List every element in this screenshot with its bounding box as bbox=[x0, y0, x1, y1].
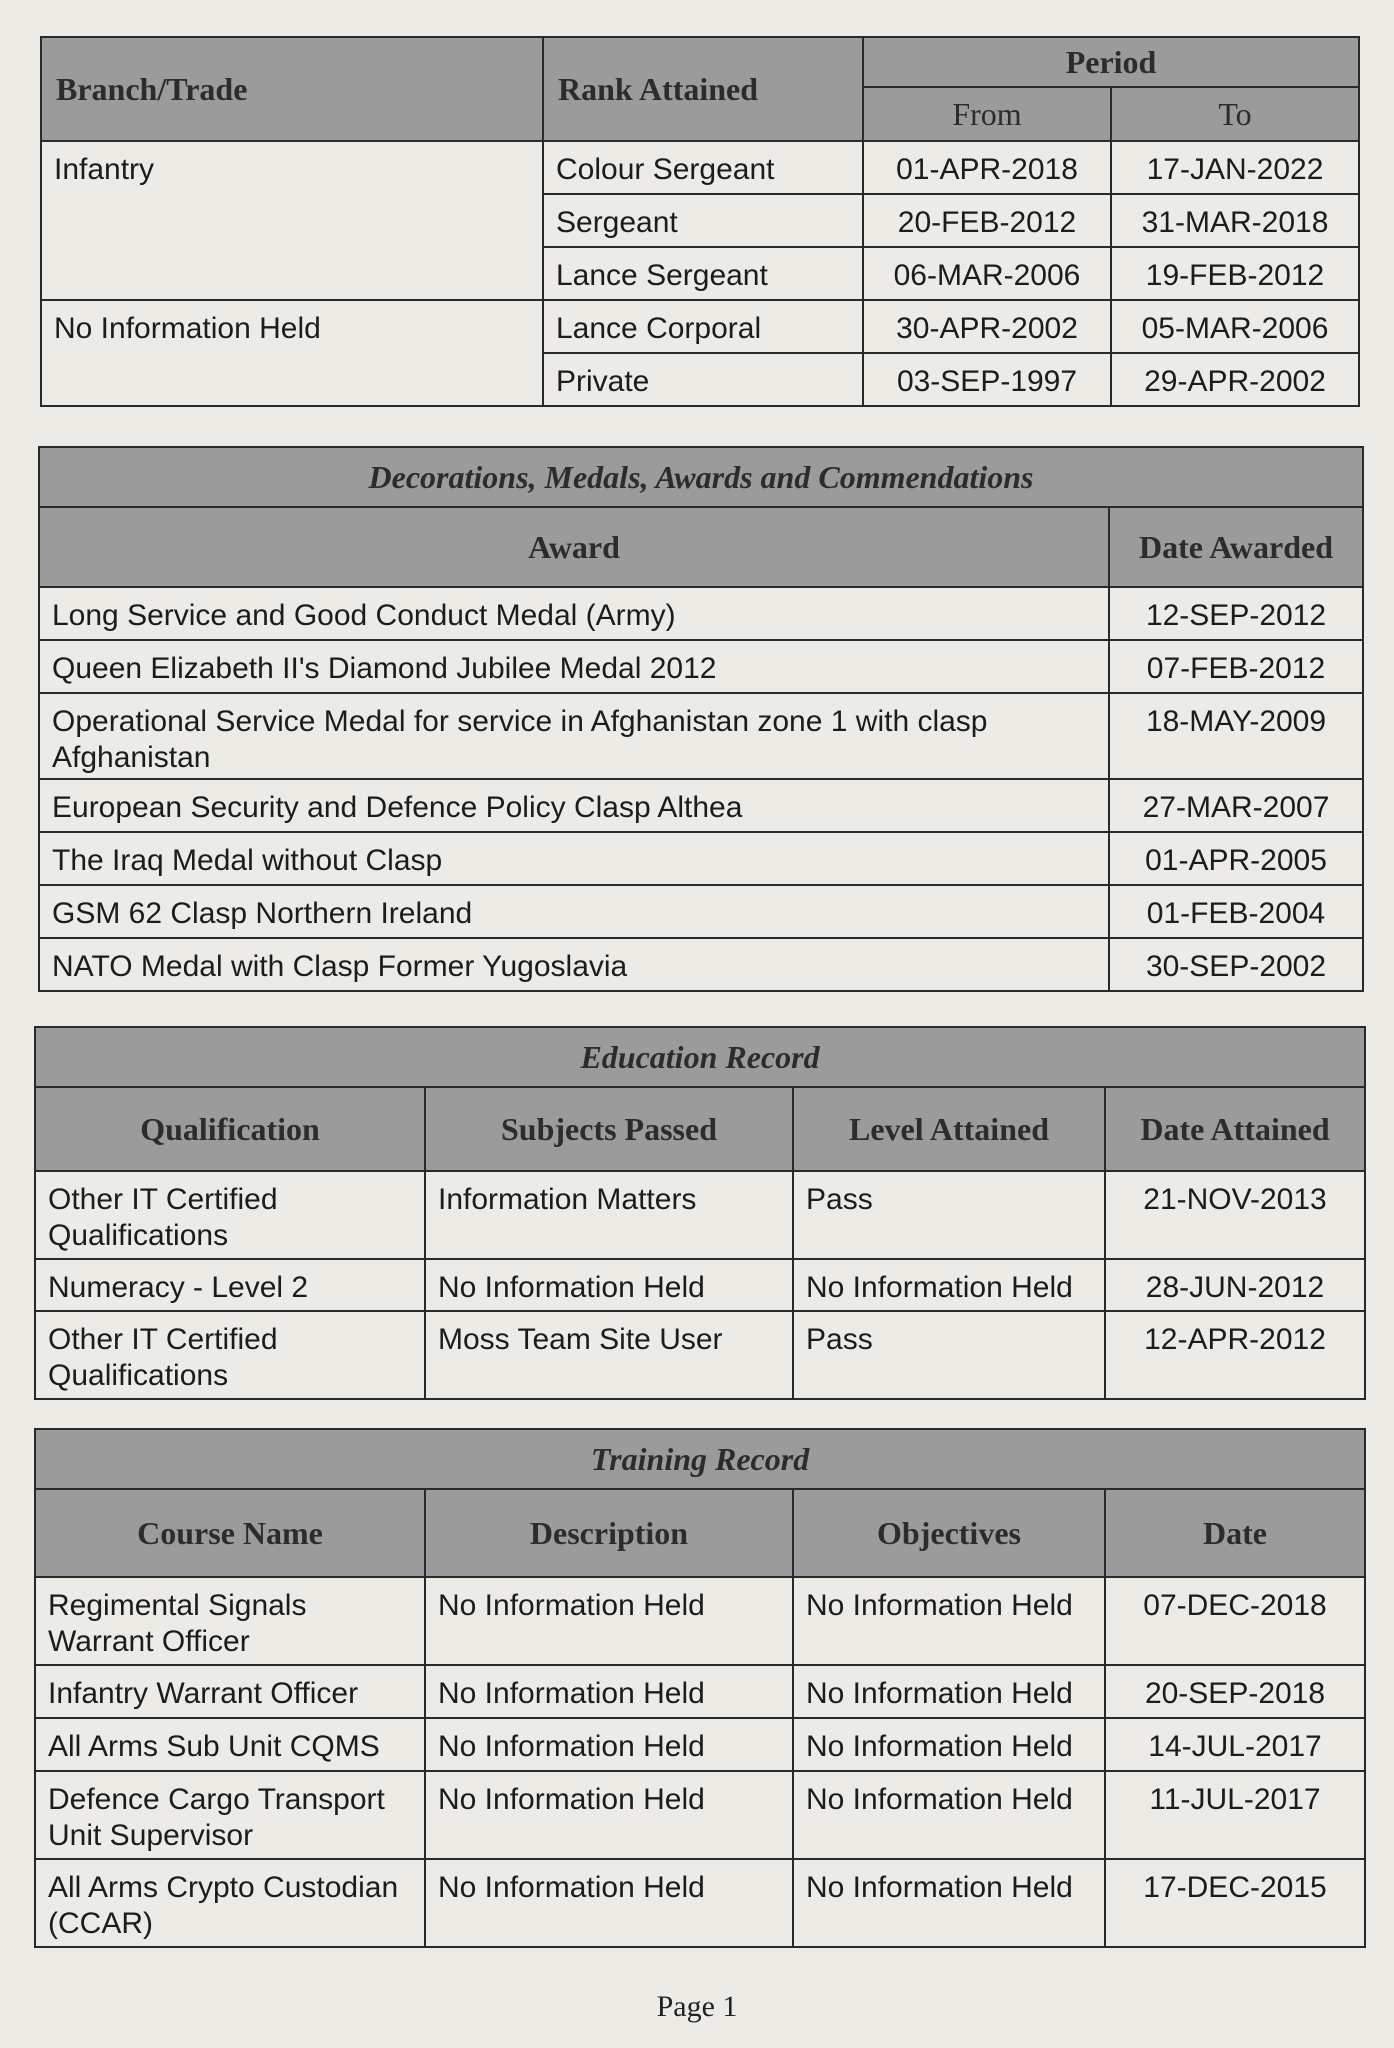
objectives-cell: No Information Held bbox=[793, 1771, 1105, 1859]
level-cell: No Information Held bbox=[793, 1259, 1105, 1311]
level-attained-header: Level Attained bbox=[793, 1087, 1105, 1171]
date-awarded-header: Date Awarded bbox=[1109, 507, 1363, 587]
to-date-cell: 29-APR-2002 bbox=[1111, 353, 1359, 406]
rank-cell: Lance Corporal bbox=[543, 300, 863, 353]
date-cell: 17-DEC-2015 bbox=[1105, 1859, 1365, 1947]
award-name-cell: Operational Service Medal for service in Afghanistan zone 1 with clasp Afghanistan bbox=[39, 693, 1109, 779]
education-table bbox=[34, 1026, 1366, 1400]
from-date-cell: 01-APR-2018 bbox=[863, 141, 1111, 194]
awards-table bbox=[38, 446, 1364, 992]
qualification-cell: Other IT Certified Qualifications bbox=[35, 1171, 425, 1259]
objectives-cell: No Information Held bbox=[793, 1577, 1105, 1665]
to-date-cell: 05-MAR-2006 bbox=[1111, 300, 1359, 353]
award-name-cell: Long Service and Good Conduct Medal (Army) bbox=[39, 587, 1109, 640]
objectives-cell: No Information Held bbox=[793, 1859, 1105, 1947]
branch-trade-header: Branch/Trade bbox=[41, 37, 543, 141]
rank-history-table bbox=[40, 36, 1360, 407]
date-cell: 12-APR-2012 bbox=[1105, 1311, 1365, 1399]
award-name-cell: The Iraq Medal without Clasp bbox=[39, 832, 1109, 885]
rank-cell: Colour Sergeant bbox=[543, 141, 863, 194]
qualification-header: Qualification bbox=[35, 1087, 425, 1171]
to-date-cell: 31-MAR-2018 bbox=[1111, 194, 1359, 247]
date-header: Date bbox=[1105, 1489, 1365, 1577]
from-date-cell: 20-FEB-2012 bbox=[863, 194, 1111, 247]
rank-cell: Sergeant bbox=[543, 194, 863, 247]
award-date-cell: 01-APR-2005 bbox=[1109, 832, 1363, 885]
from-header: From bbox=[863, 87, 1111, 141]
date-cell: 20-SEP-2018 bbox=[1105, 1665, 1365, 1718]
course-name-cell: Infantry Warrant Officer bbox=[35, 1665, 425, 1718]
description-cell: No Information Held bbox=[425, 1718, 793, 1771]
date-cell: 28-JUN-2012 bbox=[1105, 1259, 1365, 1311]
to-header: To bbox=[1111, 87, 1359, 141]
to-date-cell: 17-JAN-2022 bbox=[1111, 141, 1359, 194]
rank-cell: Lance Sergeant bbox=[543, 247, 863, 300]
qualification-cell: Numeracy - Level 2 bbox=[35, 1259, 425, 1311]
award-date-cell: 30-SEP-2002 bbox=[1109, 938, 1363, 991]
awards-title: Decorations, Medals, Awards and Commendations bbox=[39, 447, 1363, 507]
award-name-cell: European Security and Defence Policy Clasp Althea bbox=[39, 779, 1109, 832]
from-date-cell: 30-APR-2002 bbox=[863, 300, 1111, 353]
description-cell: No Information Held bbox=[425, 1859, 793, 1947]
objectives-header: Objectives bbox=[793, 1489, 1105, 1577]
branch-cell: Infantry bbox=[41, 141, 543, 300]
course-name-cell: All Arms Crypto Custodian (CCAR) bbox=[35, 1859, 425, 1947]
description-cell: No Information Held bbox=[425, 1577, 793, 1665]
level-cell: Pass bbox=[793, 1311, 1105, 1399]
award-name-cell: GSM 62 Clasp Northern Ireland bbox=[39, 885, 1109, 938]
to-date-cell: 19-FEB-2012 bbox=[1111, 247, 1359, 300]
from-date-cell: 06-MAR-2006 bbox=[863, 247, 1111, 300]
award-date-cell: 01-FEB-2004 bbox=[1109, 885, 1363, 938]
training-table bbox=[34, 1428, 1366, 1948]
rank-attained-header: Rank Attained bbox=[543, 37, 863, 141]
award-date-cell: 12-SEP-2012 bbox=[1109, 587, 1363, 640]
course-name-cell: Regimental Signals Warrant Officer bbox=[35, 1577, 425, 1665]
objectives-cell: No Information Held bbox=[793, 1718, 1105, 1771]
training-title: Training Record bbox=[35, 1429, 1365, 1489]
date-cell: 07-DEC-2018 bbox=[1105, 1577, 1365, 1665]
award-date-cell: 27-MAR-2007 bbox=[1109, 779, 1363, 832]
education-title: Education Record bbox=[35, 1027, 1365, 1087]
page-number: Page 1 bbox=[656, 1990, 738, 2023]
date-cell: 21-NOV-2013 bbox=[1105, 1171, 1365, 1259]
award-name-cell: NATO Medal with Clasp Former Yugoslavia bbox=[39, 938, 1109, 991]
description-cell: No Information Held bbox=[425, 1665, 793, 1718]
period-header: Period bbox=[863, 37, 1359, 87]
date-cell: 14-JUL-2017 bbox=[1105, 1718, 1365, 1771]
award-date-cell: 07-FEB-2012 bbox=[1109, 640, 1363, 693]
date-attained-header: Date Attained bbox=[1105, 1087, 1365, 1171]
rank-cell: Private bbox=[543, 353, 863, 406]
award-header: Award bbox=[39, 507, 1109, 587]
course-name-cell: Defence Cargo Transport Unit Supervisor bbox=[35, 1771, 425, 1859]
subjects-cell: No Information Held bbox=[425, 1259, 793, 1311]
branch-cell: No Information Held bbox=[41, 300, 543, 406]
course-name-header: Course Name bbox=[35, 1489, 425, 1577]
award-date-cell: 18-MAY-2009 bbox=[1109, 693, 1363, 779]
subjects-passed-header: Subjects Passed bbox=[425, 1087, 793, 1171]
subjects-cell: Information Matters bbox=[425, 1171, 793, 1259]
date-cell: 11-JUL-2017 bbox=[1105, 1771, 1365, 1859]
description-header: Description bbox=[425, 1489, 793, 1577]
description-cell: No Information Held bbox=[425, 1771, 793, 1859]
subjects-cell: Moss Team Site User bbox=[425, 1311, 793, 1399]
course-name-cell: All Arms Sub Unit CQMS bbox=[35, 1718, 425, 1771]
qualification-cell: Other IT Certified Qualifications bbox=[35, 1311, 425, 1399]
objectives-cell: No Information Held bbox=[793, 1665, 1105, 1718]
level-cell: Pass bbox=[793, 1171, 1105, 1259]
from-date-cell: 03-SEP-1997 bbox=[863, 353, 1111, 406]
award-name-cell: Queen Elizabeth II's Diamond Jubilee Medal 2012 bbox=[39, 640, 1109, 693]
